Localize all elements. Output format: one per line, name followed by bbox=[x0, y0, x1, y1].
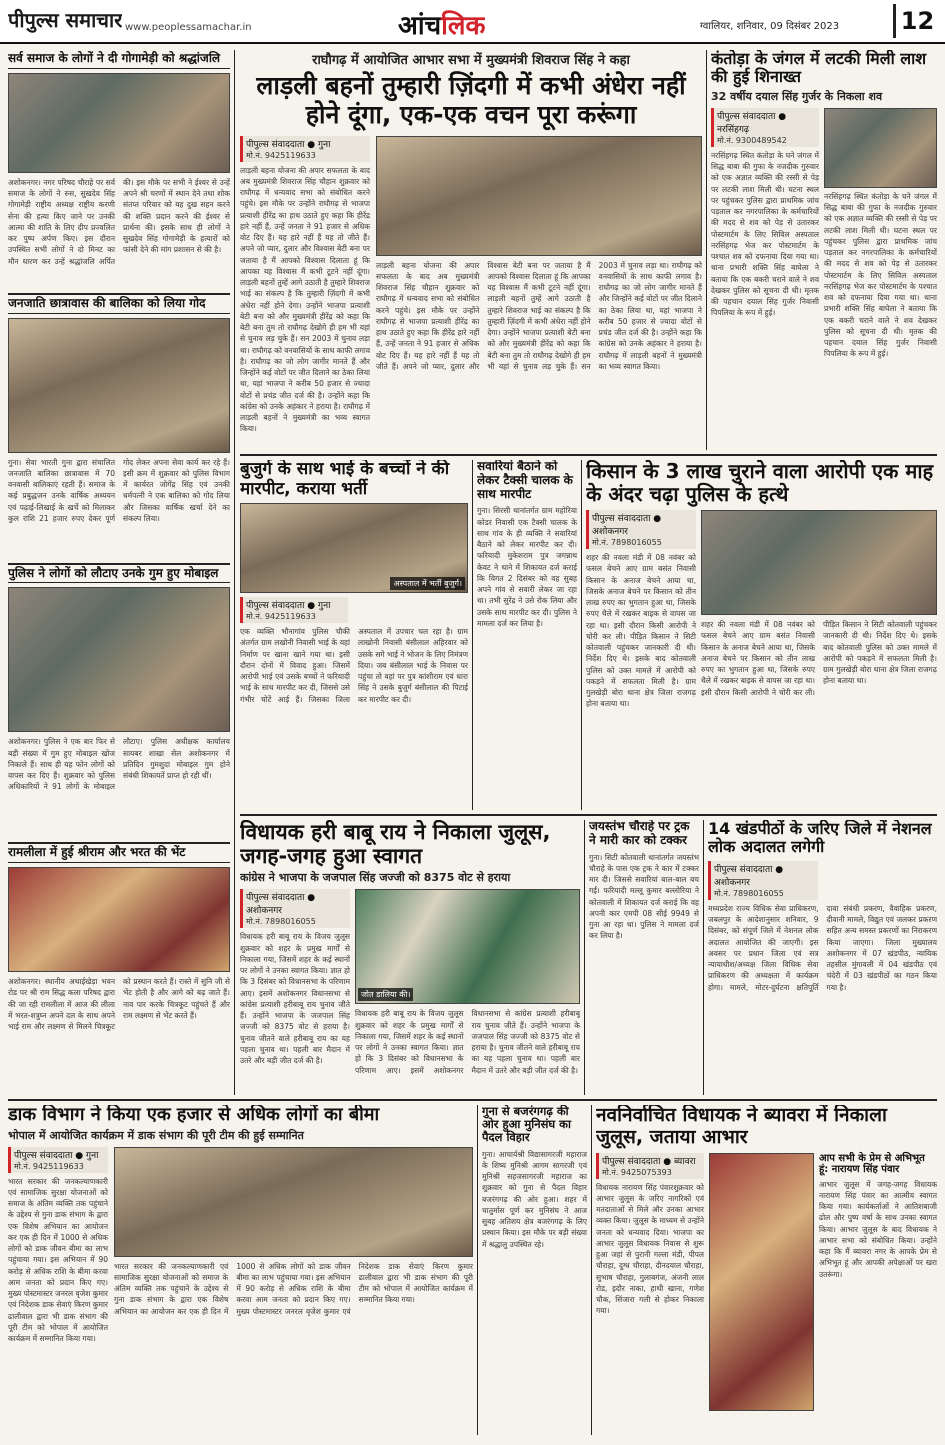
mla-hari-byline bbox=[240, 889, 350, 928]
section-rule bbox=[8, 1099, 937, 1101]
body-found-mobile: मो.नं. 9300489542 bbox=[717, 135, 787, 145]
mla-byawara-quote-head: आप सभी के प्रेम से अभिभूत हूं: नारायण सिंह पंवार bbox=[819, 1152, 925, 1176]
tribute-headline: सर्व समाज के लोगों ने दी गोगामेड़ी को श्रद्धांजलि bbox=[8, 50, 230, 69]
ramleela-headline: रामलीला में हुई श्रीराम और भरत की भेंट bbox=[8, 842, 230, 863]
brand-name: पीपुल्स समाचार bbox=[8, 8, 123, 32]
mobiles-text: अशोकनगर। पुलिस ने एक बार फिर से बड़ी संख्या में गुम हुए मोबाइल खोज निकाले हैं। साथ ही यह फोन लोगों को वापस कर दिए हैं। शुक्रवार को पुलिस अधिकारियों ने 91 लोगों के मोबाइल लौटाए। पुलिस अधीक्षक कार्यालय सायबर शाखा सेल अशोकनगर में प्रतिदिन गुमशुदा मोबाइल गुम होने संबंधी शिकायतें प्राप्त हो रही थीं। bbox=[8, 737, 230, 792]
tribute-photo bbox=[8, 73, 230, 173]
body-found-byline bbox=[711, 108, 819, 147]
mla-hari-text-2: विधायक हरी बाबू राय के विजय जुलूस शुक्रवार को शहर के प्रमुख मार्गों से निकाला गया, जिसमें शहर के कई स्थानों पर लोगों ने उनका स्वागत किया। ज्ञात हो कि 3 दिसंबर को विधानसभा के परिणाम आए। इसमें अशोकनगर विधानसभा से कांग्रेस प्रत्याशी हरीबाबू राय चुनाव जीते हैं। उन्होंने भाजपा के जजपाल सिंह जज्जी को 8375 वोट से हराया है। चुनाव जीतने वाले हरीबाबू राय का यह पहला चुनाव था। पहली बार मैदान में उतरे और बड़ी जीत दर्ज की है। bbox=[355, 1009, 580, 1075]
lok-adalat-byline-text: पीपुल्स संवाददाता ● अशोकनगर bbox=[714, 864, 784, 888]
lead-byline-text: पीपुल्स संवाददाता ● गुना bbox=[246, 139, 331, 150]
mla-byawara-photo bbox=[709, 1153, 814, 1411]
lead-story bbox=[240, 50, 702, 450]
section-rule bbox=[240, 814, 937, 816]
hostel-headline: जनजाति छात्रावास की बालिका को लिया गोद bbox=[8, 293, 230, 314]
mla-byawara-headline: नवनिर्वाचित विधायक ने ब्यावरा में निकाला जुलूस, जताया आभार bbox=[596, 1105, 887, 1148]
beating-photo-caption: अस्पताल में भर्ती बुजुर्ग। bbox=[390, 577, 465, 590]
hostel-text: गुना। सेवा भारती गुना द्वारा संचालित जनजाति बालिका छात्रावास में 70 वनवासी बालिकाएं रहती हैं। समाज के कई प्रबुद्धजन उनके वार्षिक अध्ययन एवं पढ़ाई-लिखाई के खर्चे को मिलाकर कुल राशि 21 हजार रुपए देकर पूर्ण गोद लेकर अपना सेवा कार्य कर रहे हैं। इसी क्रम में शुक्रवार को पुलिस विभाग में कार्यरत जोगेंद्र सिंह एवं उनकी धर्मपत्नी ने एक बालिका को गोद लिया और जिसका वार्षिक खर्चा देने का संकल्प लिया। bbox=[8, 457, 230, 523]
lok-adalat-byline bbox=[708, 861, 818, 900]
taxi-headline: सवारियां बैठाने को लेकर टैक्सी चालक के साथ मारपीट bbox=[477, 460, 573, 501]
mla-byawara-byline-text: पीपुल्स संवाददाता ● ब्यावरा bbox=[602, 1156, 696, 1167]
mla-byawara-quote-text: आभार जुलूस में जगह-जगह विधायक नारायण सिंह पंवार का आत्मीय स्वागत किया गया। कार्यकर्ताओं ने आतिशबाजी ढोल और पुष्प वर्षा के साथ उनका स्वागत किया। आभार जुलूस के बाद विधायक ने आभार सभा को संबोधित किया। उन्होंने कहा कि मैं ब्यावरा नगर के आपके प्रेम से अभिभूत हूं और आपकी अपेक्षाओं पर खरा उतरूंगा। bbox=[819, 1179, 937, 1279]
mla-hari-photo-caption: जोत डालिया की। bbox=[358, 988, 413, 1001]
body-found-story bbox=[711, 50, 937, 450]
farmer-headline: किसान के 3 लाख चुराने वाला आरोपी एक माह के अंदर चढ़ा पुलिस के हत्थे bbox=[586, 460, 934, 506]
beating-byline bbox=[240, 597, 348, 623]
mla-hari-mobile: मो.नं. 7898016055 bbox=[246, 917, 316, 927]
farmer-story bbox=[586, 460, 937, 810]
beating-mobile: मो.नं. 9425119633 bbox=[246, 612, 316, 622]
lead-headline: लाड़ली बहनों तुम्हारी ज़िंदगी में कभी अंधेरा नहीं होने दूंगा, एक-एक वचन पूरा करूंगा bbox=[256, 71, 686, 129]
body-found-photo bbox=[824, 108, 937, 188]
jain-walk-story bbox=[482, 1105, 587, 1435]
mla-byawara-story bbox=[596, 1105, 937, 1435]
mla-hari-sub: कांग्रेस ने भाजपा के जजपाल सिंह जज्जी को 8375 वोट से हराया bbox=[240, 871, 511, 885]
mla-hari-story bbox=[240, 820, 580, 1095]
section-title-b: लिक bbox=[441, 11, 486, 41]
mobiles-headline: पुलिस ने लोगों को लौटाए उनके गुम हुए मोबाइल bbox=[8, 563, 230, 584]
lead-text-col1: लाड़ली बहना योजना की अपार सफलता के बाद अब मुख्यमंत्री शिवराज सिंह चौहान शुक्रवार को राघौगढ़ में धन्यवाद सभा को संबोधित करने पहुंचे। इस मौके पर उन्होंने राघौगढ़ से भाजपा प्रत्याशी हीरेंद्र का हाथ उठाते हुए कहा कि हीरेंद्र हारे नहीं हैं, उन्हें जनता ने 91 हजार से अधिक वोट दिए हैं। यह हारे नहीं हैं यह तो जीते हैं। अपने जो प्यार, दुलार और विश्वास बेटी बना पर जताया है मैं आपको विश्वास दिलाता हूं कि आपका यह विश्वास मैं कभी टूटने नहीं दूंगा। लाड़ली बहनों तुम्हें आगे उठाती है तुम्हारे शिवराज भाई का संकल्प है कि तुम्हारी ज़िंदगी में कभी अंधेरा नहीं होने देगा। उन्होंने भाजपा प्रत्याशी बेटी बना को और मुख्यमंत्री हीरेंद्र को कहा कि बेटी बना तुम तो राघौगढ़ देखोगे ही हम भी यहां से चुनाव लड़ चुके हैं। सन 2003 में चुनाव लड़ा था। राघौगढ़ को वनवासियों के साथ काफी लगाव है। राघौगढ़ का जो लोग जागीर मानते हैं और जिन्होंने कई वोटों पर जीत दिलाने का ठेका लिया था, यहां भाजपा ने करीब 50 हजार से ज्यादा वोटों से प्रचंड जीत दर्ज की है। उन्होंने कहा कि कांग्रेस को उनके अहंकार ने हराया है। राघौगढ़ में लाड़ली बहनों ने मुख्यमंत्री का भव्य स्वागत किया। bbox=[240, 165, 370, 434]
lok-adalat-text: मध्यप्रदेश राज्य विधिक सेवा प्राधिकरण, जबलपुर के आदेशानुसार शनिवार, 9 दिसंबर, को संपूर्ण जिले में नेशनल लोक अदालत आयोजित की जाएगी। इस अवसर पर प्रधान जिला एवं सत्र न्यायाधीश/अध्यक्ष जिला विधिक सेवा प्राधिकरण की अध्यक्षता में कार्यक्रम होगा। मामले, मोटर-दुर्घटना क्षतिपूर्ति दावा संबंधी प्रकरण, वैवाहिक प्रकरण, दीवानी मामले, विद्युत एवं जलकर प्रकरण सहित अन्य समस्त प्रकरणों का निराकरण किया जाएगा। जिला मुख्यालय अशोकनगर में 07 खंडपीठ, न्यायिक तहसील मुंगावली में 04 खंडपीठ एवं चंदेरी में 03 खंडपीठों का गठन किया गया है। bbox=[708, 903, 937, 992]
body-found-byline-text: पीपुल्स संवाददाता ● नरसिंहगढ़ bbox=[717, 111, 787, 135]
insurance-photo bbox=[114, 1147, 473, 1257]
accident-headline: जयस्तंभ चौराहे पर ट्रक ने मारी कार को टक्कर bbox=[589, 820, 690, 847]
mla-hari-byline-text: पीपुल्स संवाददाता ● अशोकनगर bbox=[246, 893, 316, 917]
farmer-byline-text: पीपुल्स संवाददाता ● अशोकनगर bbox=[592, 514, 662, 537]
farmer-mobile: मो.नं. 7898016055 bbox=[592, 538, 662, 547]
taxi-story bbox=[477, 460, 577, 810]
masthead bbox=[0, 0, 945, 44]
lead-kicker: राघौगढ़ में आयोजित आभार सभा में मुख्यमंत्री शिवराज सिंह ने कहा bbox=[312, 53, 630, 68]
tribute-text: अशोकनगर। नगर परिषद चौराहे पर सर्व समाज के लोगों ने रुस, सुखदेव सिंह गोगामेड़ी राष्ट्रीय अध्यक्ष राष्ट्रीय करणी सेना की हत्या किए जाने पर उनकी आत्मा की शांति के लिए दीप प्रज्वलित कर पुष्प अर्पण किए। इस दौरान उपस्थित सभी लोगों ने दो मिनट का मौन धारण कर उन्हें श्रद्धांजलि अर्पित की। इस मौके पर सभी ने ईश्वर से उन्हें अपने श्री चरणों में स्थान देने तथा शोक संतप्त परिवार को यह दुख सहन करने की शक्ति प्रदान करने की ईश्वर से प्रार्थना की। इसके साथ ही लोगों ने सुखदेव सिंह गोगामेड़ी के हत्यारों को फांसी देने की मांग प्रशासन से की है। bbox=[8, 177, 230, 266]
body-found-headline: कंतोड़ा के जंगल में लटकी मिली लाश की हुई शिनाख्त bbox=[711, 50, 927, 87]
accident-text: गुना। सिटी कोतवाली थानांतर्गत जयस्तंभ चौराहे के पास एक ट्रक ने कार में टक्कर मार दी। जिससे सवारियां बाल-बाल बच गईं। फरियादी मल्लू कुमार बल्लोरिया ने कोतवाली में शिकायत दर्ज कराई कि वह अपनी कार एमपी 08 सीई 9949 से गुना आ रहा था। पुलिस ने मामला दर्ज कर लिया है। bbox=[589, 852, 699, 941]
column-divider bbox=[703, 820, 704, 1095]
column-divider bbox=[234, 50, 235, 1095]
lead-text-cols: लाड़ली बहना योजना की अपार सफलता के बाद अब मुख्यमंत्री शिवराज सिंह चौहान शुक्रवार को राघौगढ़ में धन्यवाद सभा को संबोधित करने पहुंचे। इस मौके पर उन्होंने राघौगढ़ से भाजपा प्रत्याशी हीरेंद्र का हाथ उठाते हुए कहा कि हीरेंद्र हारे नहीं हैं, उन्हें जनता ने 91 हजार से अधिक वोट दिए हैं। यह हारे नहीं हैं यह तो जीते हैं। अपने जो प्यार, दुलार और विश्वास बेटी बना पर जताया है मैं आपको विश्वास दिलाता हूं कि आपका यह विश्वास मैं कभी टूटने नहीं दूंगा। लाड़ली बहनों तुम्हें आगे उठाती है तुम्हारे शिवराज भाई का संकल्प है कि तुम्हारी ज़िंदगी में कभी अंधेरा नहीं होने देगा। उन्होंने भाजपा प्रत्याशी बेटी बना को और मुख्यमंत्री हीरेंद्र को कहा कि बेटी बना तुम तो राघौगढ़ देखोगे ही हम भी यहां से चुनाव लड़ चुके हैं। सन 2003 में चुनाव लड़ा था। राघौगढ़ को वनवासियों के साथ काफी लगाव है। राघौगढ़ का जो लोग जागीर मानते हैं और जिन्होंने कई वोटों पर जीत दिलाने का ठेका लिया था, यहां भाजपा ने करीब 50 हजार से ज्यादा वोटों से प्रचंड जीत दर्ज की है। उन्होंने कहा कि कांग्रेस को उनके अहंकार ने हराया है। राघौगढ़ में लाड़ली बहनों ने मुख्यमंत्री का भव्य स्वागत किया। bbox=[376, 260, 702, 371]
column-divider bbox=[477, 1105, 478, 1435]
beating-photo bbox=[240, 503, 468, 593]
section-title-a: आंच bbox=[398, 11, 442, 41]
left-column bbox=[8, 50, 230, 1095]
page-number: 12 bbox=[893, 4, 939, 38]
mla-byawara-mobile: मो.नं. 9425075393 bbox=[602, 1167, 672, 1177]
insurance-text-2: भारत सरकार की जनकल्याणकारी एवं सामाजिक सुरक्षा योजनाओं को समाज के अंतिम व्यक्ति तक पहुंचाने के उद्देश्य से गुना डाक संभाग के द्वारा एक विशेष अभियान का आयोजन कर एक ही दिन में 1000 से अधिक लोगों को डाक जीवन बीमा का लाभ पहुंचाया गया। इस अभियान में 90 करोड़ से अधिक राशि के बीमा करवा आम जनता को प्रदान किए गए। मुख्य पोस्टमास्टर जनरल वृजेश कुमार एवं निदेशक डाक सेवाएं किरण कुमार ढालीवाल द्वारा भी डाक संभाग की पूरी टीम को भोपाल में आयोजित कार्यक्रम में सम्मानित किया गया। bbox=[114, 1261, 473, 1316]
insurance-sub: भोपाल में आयोजित कार्यक्रम में डाक संभाग की पूरी टीम की हुई सम्मानित bbox=[8, 1128, 304, 1142]
mla-hari-photo bbox=[355, 889, 580, 1004]
insurance-story bbox=[8, 1105, 473, 1435]
beating-story bbox=[240, 460, 468, 810]
farmer-text: शहर की नवला मंडी में 08 नवंबर को फसल बेचने आए ग्राम बसंत निवासी किसान के अनाज बेचने आया था, जिसके अनाज बेचने पर किसान को तीन लाख रुपए का भुगतान हुआ था, जिसके रुपए थैले में रखकर बाइक से वापस जा रहा था। इसी दौरान किसी आरोपी ने चोरी कर ली। पीड़ित किसान ने सिटी कोतवाली पहुंचकर जानकारी दी थी। निर्देश दिए थे। इसके बाद कोतवाली पुलिस को उक्त मामले में आरोपी को पकड़ने में सफलता मिली है। ग्राम गुलखेड़ी बोरा थाना क्षेत्र जिला राजगढ़ होना बताया था। bbox=[586, 553, 696, 709]
mobiles-photo bbox=[8, 587, 230, 732]
lead-mobile: मो.नं. 9425119633 bbox=[246, 150, 316, 160]
column-divider bbox=[584, 820, 585, 1095]
lead-photo bbox=[376, 136, 702, 256]
jain-walk-headline: गुना से बजरंगगढ़ की ओर हुआ मुनिसंघ का पैदल विहार bbox=[482, 1105, 571, 1145]
column-divider bbox=[472, 460, 473, 810]
farmer-text-2: शहर की नवला मंडी में 08 नवंबर को फसल बेचने आए ग्राम बसंत निवासी किसान के अनाज बेचने आया था, जिसके अनाज बेचने पर किसान को तीन लाख रुपए का भुगतान हुआ था, जिसके रुपए थैले में रखकर बाइक से वापस जा रहा था। इसी दौरान किसी आरोपी ने चोरी कर ली। पीड़ित किसान ने सिटी कोतवाली पहुंचकर जानकारी दी थी। निर्देश दिए थे। इसके बाद कोतवाली पुलिस को उक्त मामले में आरोपी को पकड़ने में सफलता मिली है। ग्राम गुलखेड़ी बोरा थाना क्षेत्र जिला राजगढ़ होना बताया था। bbox=[701, 620, 937, 697]
insurance-byline-text: पीपुल्स संवाददाता ● गुना bbox=[14, 1150, 99, 1161]
lok-adalat-story bbox=[708, 820, 937, 1095]
beating-byline-text: पीपुल्स संवाददाता ● गुना bbox=[246, 601, 331, 612]
ramleela-photo bbox=[8, 867, 230, 972]
beating-text: एक व्यक्ति भौनागांव पुलिस चौकी अंतर्गत ग्राम लखोनी निवासी भाई के यहां निर्माण पर खाना खाने गया था। इसी दौरान दोनों में विवाद हुआ। जिसमें आरोपी भाई एवं उसके बच्चों ने फरियादी भाई के साथ मारपीट कर दी, जिससे उसे गंभीर चोटें आई हैं। जिसका जिला अस्पताल में उपचार चल रहा है। ग्राम लाखोनी निवासी बंसीलाल अहिरवार को उसके सगे भाई ने भोजन के लिए निमंत्रण दिया। जब बंसीलाल भाई के निवास पर पहुंचा तो वहां पर पुत्र कांशीराम एवं धारा सिंह ने उसके बुजुर्ग बंसीलाल की पिटाई कर मारपीट कर दी। bbox=[240, 627, 468, 704]
insurance-text: भारत सरकार की जनकल्याणकारी एवं सामाजिक सुरक्षा योजनाओं को समाज के अंतिम व्यक्ति तक पहुंचाने के उद्देश्य से गुना डाक संभाग के द्वारा एक विशेष अभियान का आयोजन कर एक ही दिन में 1000 से अधिक लोगों को डाक जीवन बीमा का लाभ पहुंचाया गया। इस अभियान में 90 करोड़ से अधिक राशि के बीमा करवा आम जनता को प्रदान किए गए। मुख्य पोस्टमास्टर जनरल वृजेश कुमार एवं निदेशक डाक सेवाएं किरण कुमार ढालीवाल द्वारा भी डाक संभाग की पूरी टीम को भोपाल में आयोजित कार्यक्रम में सम्मानित किया गया। bbox=[8, 1176, 108, 1344]
column-divider bbox=[706, 50, 707, 450]
website-url[interactable]: www.peoplessamachar.in bbox=[125, 22, 252, 33]
section-rule bbox=[240, 454, 937, 456]
mla-byawara-byline bbox=[596, 1153, 704, 1179]
lok-adalat-mobile: मो.नं. 7898016055 bbox=[714, 888, 784, 898]
taxi-text: गुना। सिरसी थानांतर्गत ग्राम महोरिया कोडर निवासी एक टैक्सी चालक के साथ गांव के ही व्यक्ति ने सवारियां बैठाने को लेकर मारपीट कर दी। फरियादी मुकेशराम पुत्र जगन्नाथ केवट ने थाने में शिकायत दर्ज कराई कि विगत 2 दिसंबर को वह सुबह अपने गांव से सवारी लेकर जा रहा था। तभी सुरेंद्र ने उसे रोक लिया और उसके साथ मारपीट कर दी। पुलिस ने मामला दर्ज कर लिया है। bbox=[477, 506, 577, 628]
column-divider bbox=[581, 460, 582, 810]
lead-byline bbox=[240, 136, 370, 162]
mla-byawara-text: विधायक नारायण सिंह पंवारशुक्रवार को आभार जुलूस के जरिए नागरिकों एवं मतदाताओं से मिले और उनका आभार व्यक्त किया। जुलूस के माध्यम से उन्होंने जनता को धन्यवाद दिया। भाजपा का आभार जुलूस विधायक निवास से शुरू हुआ जहां से पुरानी गल्ला मंडी, पीपल चौराहा, दुग्ध चौराहा, दीनदयाल चौराहा, सुभाष चौराहा, गुलाबगंज, अंजनी लाल रोड, इदौर नाका, हाथी खाना, गणेश चौक, सिंजारा गली से होकर निकाला गया। bbox=[596, 1182, 704, 1316]
brand-logo bbox=[8, 6, 122, 33]
body-found-sub: 32 वर्षीय दयाल सिंह गुर्जर के निकला शव bbox=[711, 89, 883, 103]
mla-hari-text: विधायक हरी बाबू राय के विजय जुलूस शुक्रवार को शहर के प्रमुख मार्गों से निकाला गया, जिसमें शहर के कई स्थानों पर लोगों ने उनका स्वागत किया। ज्ञात हो कि 3 दिसंबर को विधानसभा के परिणाम आए। इसमें अशोकनगर विधानसभा से कांग्रेस प्रत्याशी हरीबाबू राय चुनाव जीते हैं। उन्होंने भाजपा के जजपाल सिंह जज्जी को 8375 वोट से हराया है। चुनाव जीतने वाले हरीबाबू राय का यह पहला चुनाव था। पहली बार मैदान में उतरे और बड़ी जीत दर्ज की है। bbox=[240, 932, 350, 1066]
dateline: ग्वालियर, शनिवार, 09 दिसंबर 2023 bbox=[700, 21, 840, 32]
insurance-mobile: मो.नं. 9425119633 bbox=[14, 1161, 84, 1171]
farmer-photo bbox=[701, 510, 937, 615]
mla-hari-headline: विधायक हरी बाबू राय ने निकाला जुलूस, जगह-जगह हुआ स्वागत bbox=[240, 820, 551, 869]
lok-adalat-headline: 14 खंडपीठों के जरिए जिले में नेशनल लोक अदालत लगेगी bbox=[708, 820, 932, 857]
body-found-text-2: नरसिंहगढ़ स्थित कंतोड़ा के घने जंगल में सिद्ध बाबा की गुफा के नजदीक गुरुवार को एक अज्ञात व्यक्ति की रस्सी से पेड़ पर लटकी लाश मिली थी। घटना स्थल पर पहुंचकर पुलिस द्वारा प्राथमिक जांच पड़ताल कर नगरपालिका के कर्मचारियों की मदद से शव को पेड़ से उतारकर पोस्टमार्टम के लिए सिविल अस्पताल नरसिंहगढ़ भेज कर पोस्टमार्टम के पश्चात शव को दफनाया दिया गया था। थाना प्रभारी शक्ति सिंह बाघेला ने बताया कि एक बकरी चराने वाले ने शव देखकर पुलिस को सूचना दी थी। मृतक की पहचान दयाल सिंह गुर्जर निवासी पिपलिया के रूप में हुई। bbox=[824, 191, 937, 359]
jain-walk-text: गुना। आचार्यश्री विद्यासागरजी महाराज के शिष्य मुनिश्री आगम सागरजी एवं मुनिश्री सहजसागरजी महाराज का शुक्रवार को गुना से पैदल विहार बजरंगगढ़ की ओर हुआ। शहर में चातुर्मास पूर्ण कर मुनिसंघ ने आज सुबह अतिशय क्षेत्र बजरंगगढ़ के लिए प्रस्थान किया। इस मौके पर बड़ी संख्या में श्रद्धालु उपस्थित रहे। bbox=[482, 1149, 587, 1249]
section-title bbox=[398, 6, 485, 42]
farmer-byline bbox=[586, 510, 696, 549]
insurance-byline bbox=[8, 1147, 108, 1173]
column-divider bbox=[591, 1105, 592, 1435]
insurance-headline: डाक विभाग ने किया एक हजार से अधिक लोगों का बीमा bbox=[8, 1105, 380, 1125]
accident-story bbox=[589, 820, 699, 1095]
ramleela-text: अशोकनगर। स्थानीय अथाईखेड़ा भवन रोड पर श्री राम सिद्ध कला परिषद द्वारा की जा रही रामलीला में आज की लीला में भरत-शत्रुघ्न अपने दल के साथ अपने भाई राम और लक्ष्मण से मिलने चित्रकूट को प्रस्थान करते हैं। रास्ते में सुनि जी से भेंट होती है और आगे को बढ़ जाते हैं। नाव पार करके चित्रकूट पहुंचते हैं और राम लक्ष्मण से भेंट करते हैं। bbox=[8, 977, 230, 1032]
hostel-photo bbox=[8, 318, 230, 453]
beating-headline: बुजुर्ग के साथ भाई के बच्चों ने की मारपीट, कराया भर्ती bbox=[240, 460, 450, 499]
body-found-text: नरसिंहगढ़ स्थित कंतोड़ा के घने जंगल में सिद्ध बाबा की गुफा के नजदीक गुरुवार को एक अज्ञात व्यक्ति की रस्सी से पेड़ पर लटकी लाश मिली थी। घटना स्थल पर पहुंचकर पुलिस द्वारा प्राथमिक जांच पड़ताल कर नगरपालिका के कर्मचारियों की मदद से शव को पेड़ से उतारकर पोस्टमार्टम के लिए सिविल अस्पताल नरसिंहगढ़ भेज कर पोस्टमार्टम के पश्चात शव को दफनाया दिया गया था। थाना प्रभारी शक्ति सिंह बाघेला ने बताया कि एक बकरी चराने वाले ने शव देखकर पुलिस को सूचना दी थी। मृतक की पहचान दयाल सिंह गुर्जर निवासी पिपलिया के रूप में हुई। bbox=[711, 150, 819, 318]
